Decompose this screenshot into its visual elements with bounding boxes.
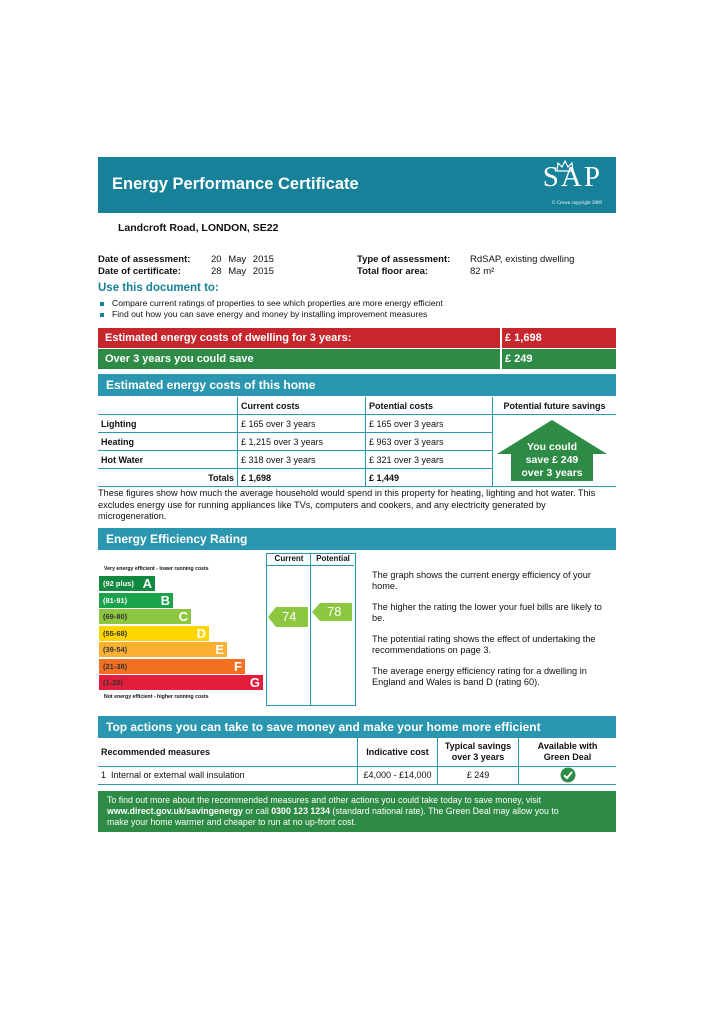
col-potential-costs: Potential costs — [366, 397, 493, 415]
rating-band-range: (92 plus) — [103, 579, 134, 588]
date-assessment-label: Date of assessment: — [98, 254, 191, 265]
table-row: Heating £ 1,215 over 3 years £ 963 over 3 years — [98, 433, 616, 451]
savings-summary-bar — [98, 349, 616, 369]
date-assessment-value: 20 May 2015 — [211, 254, 274, 265]
date-certificate-value: 28 May 2015 — [211, 266, 274, 277]
rating-band-b — [99, 593, 173, 608]
rating-band-a — [99, 576, 155, 591]
savings-summary-label: Over 3 years you could save — [105, 353, 254, 365]
rating-band-range: (55-68) — [103, 628, 128, 638]
col-recommended-measures: Recommended measures — [98, 738, 358, 766]
rating-band-range: (21-38) — [103, 661, 128, 671]
rating-band-g — [99, 675, 263, 690]
energy-rating-chart — [98, 553, 356, 706]
property-address: Landcroft Road, LONDON, SE22 — [118, 222, 279, 234]
table-row: Hot Water £ 318 over 3 years £ 321 over 3 years — [98, 451, 616, 469]
rating-band-letter: C — [178, 609, 188, 624]
rating-band-letter: D — [196, 625, 206, 641]
table-row: 1 Internal or external wall insulation £4,000 - £14,000 £ 249 — [98, 766, 616, 784]
rating-band-range: (69-80) — [103, 612, 128, 621]
crown-icon — [555, 159, 575, 173]
cost-summary-value: £ 1,698 — [505, 332, 542, 344]
costs-section-header — [98, 374, 616, 396]
savings-summary-value: £ 249 — [505, 353, 533, 365]
actions-table — [98, 738, 616, 785]
header-banner — [98, 157, 616, 213]
date-certificate-label: Date of certificate: — [98, 266, 181, 277]
costs-section-title: Estimated energy costs of this home — [106, 378, 316, 392]
rating-section-title: Energy Efficiency Rating — [106, 532, 248, 546]
rating-section-header — [98, 528, 616, 550]
green-deal-check-icon — [560, 767, 576, 783]
floor-area-value: 82 m² — [470, 266, 495, 277]
list-item: Find out how you can save energy and money by installing improvement measures — [98, 309, 443, 320]
cost-summary-label: Estimated energy costs of dwelling for 3 years: — [105, 332, 352, 344]
costs-explanation: These figures show how much the average household would spend in this property for heating, lighting and hot water. This excludes energy use for running appliances like TVs, computers and cookers, and any electricity generated by microgeneration. — [98, 488, 596, 521]
col-current-costs: Current costs — [238, 397, 366, 415]
page-title: Energy Performance Certificate — [112, 175, 359, 193]
type-assessment-value: RdSAP, existing dwelling — [470, 254, 575, 265]
actions-section-title: Top actions you can take to save money and make your home more efficient — [106, 720, 541, 734]
totals-row: Totals £ 1,698 £ 1,449 — [98, 469, 616, 487]
rating-band-e — [99, 642, 227, 657]
current-rating-value: 74 — [282, 609, 297, 624]
rating-band-c — [99, 609, 191, 624]
use-document-title: Use this document to: — [98, 282, 219, 294]
col-future-savings: Potential future savings — [493, 397, 617, 415]
rating-band-letter: E — [215, 642, 224, 657]
actions-section-header — [98, 716, 616, 738]
list-item: Compare current ratings of properties to see which properties are more energy efficient — [98, 298, 443, 309]
savingenergy-link[interactable]: www.direct.gov.uk/savingenergy — [107, 806, 243, 816]
rating-band-letter: A — [142, 576, 152, 591]
rating-band-letter: B — [160, 592, 170, 608]
potential-rating-value: 78 — [327, 604, 342, 619]
rating-band-f — [99, 659, 245, 674]
phone-number: 0300 123 1234 — [271, 806, 330, 816]
rating-bottom-label: Not energy efficient - higher running costs — [104, 694, 209, 700]
sap-logo-text: SAP — [542, 161, 602, 193]
type-assessment-label: Type of assessment: — [357, 254, 451, 265]
col-indicative-cost: Indicative cost — [358, 738, 438, 766]
logo-copyright: © Crown copyright 2009 — [551, 201, 602, 206]
rating-band-letter: F — [234, 658, 242, 674]
rating-band-letter: G — [249, 675, 260, 690]
col-typical-savings: Typical savings over 3 years — [438, 738, 519, 766]
table-row: Lighting £ 165 over 3 years £ 165 over 3 years — [98, 415, 616, 433]
rating-band-range: (39-54) — [103, 645, 128, 654]
rating-band-range: (81-91) — [103, 595, 128, 605]
rating-explanation: The graph shows the current energy efficiency of your home. The higher the rating the lower your fuel bills are likely to be. The potential rating shows the effect of undertaking the recommendations on page 3. The average energy efficiency rating for a dwelling in England and Wales is band D (rating 60). — [372, 570, 602, 687]
cost-summary-bar — [98, 328, 616, 348]
rating-col-current: Current — [274, 554, 304, 563]
rating-band-d — [99, 626, 209, 641]
rating-col-potential: Potential — [316, 554, 350, 563]
col-green-deal: Available with Green Deal — [519, 738, 617, 766]
footer-info: To find out more about the recommended measures and other actions you could take today to save money, visit www.direct.gov.uk/savingenergy or call 0300 123 1234 (standard national rate). The Green Deal may allow you to make your home warmer and cheaper to run at no up-front cost. — [98, 791, 616, 832]
rating-top-label: Very energy efficient - lower running costs — [104, 566, 209, 572]
rating-band-range: (1-20) — [103, 678, 124, 687]
house-savings-text: You could save £ 249 over 3 years — [521, 441, 583, 479]
floor-area-label: Total floor area: — [357, 266, 429, 277]
use-bullet-list — [98, 298, 443, 320]
